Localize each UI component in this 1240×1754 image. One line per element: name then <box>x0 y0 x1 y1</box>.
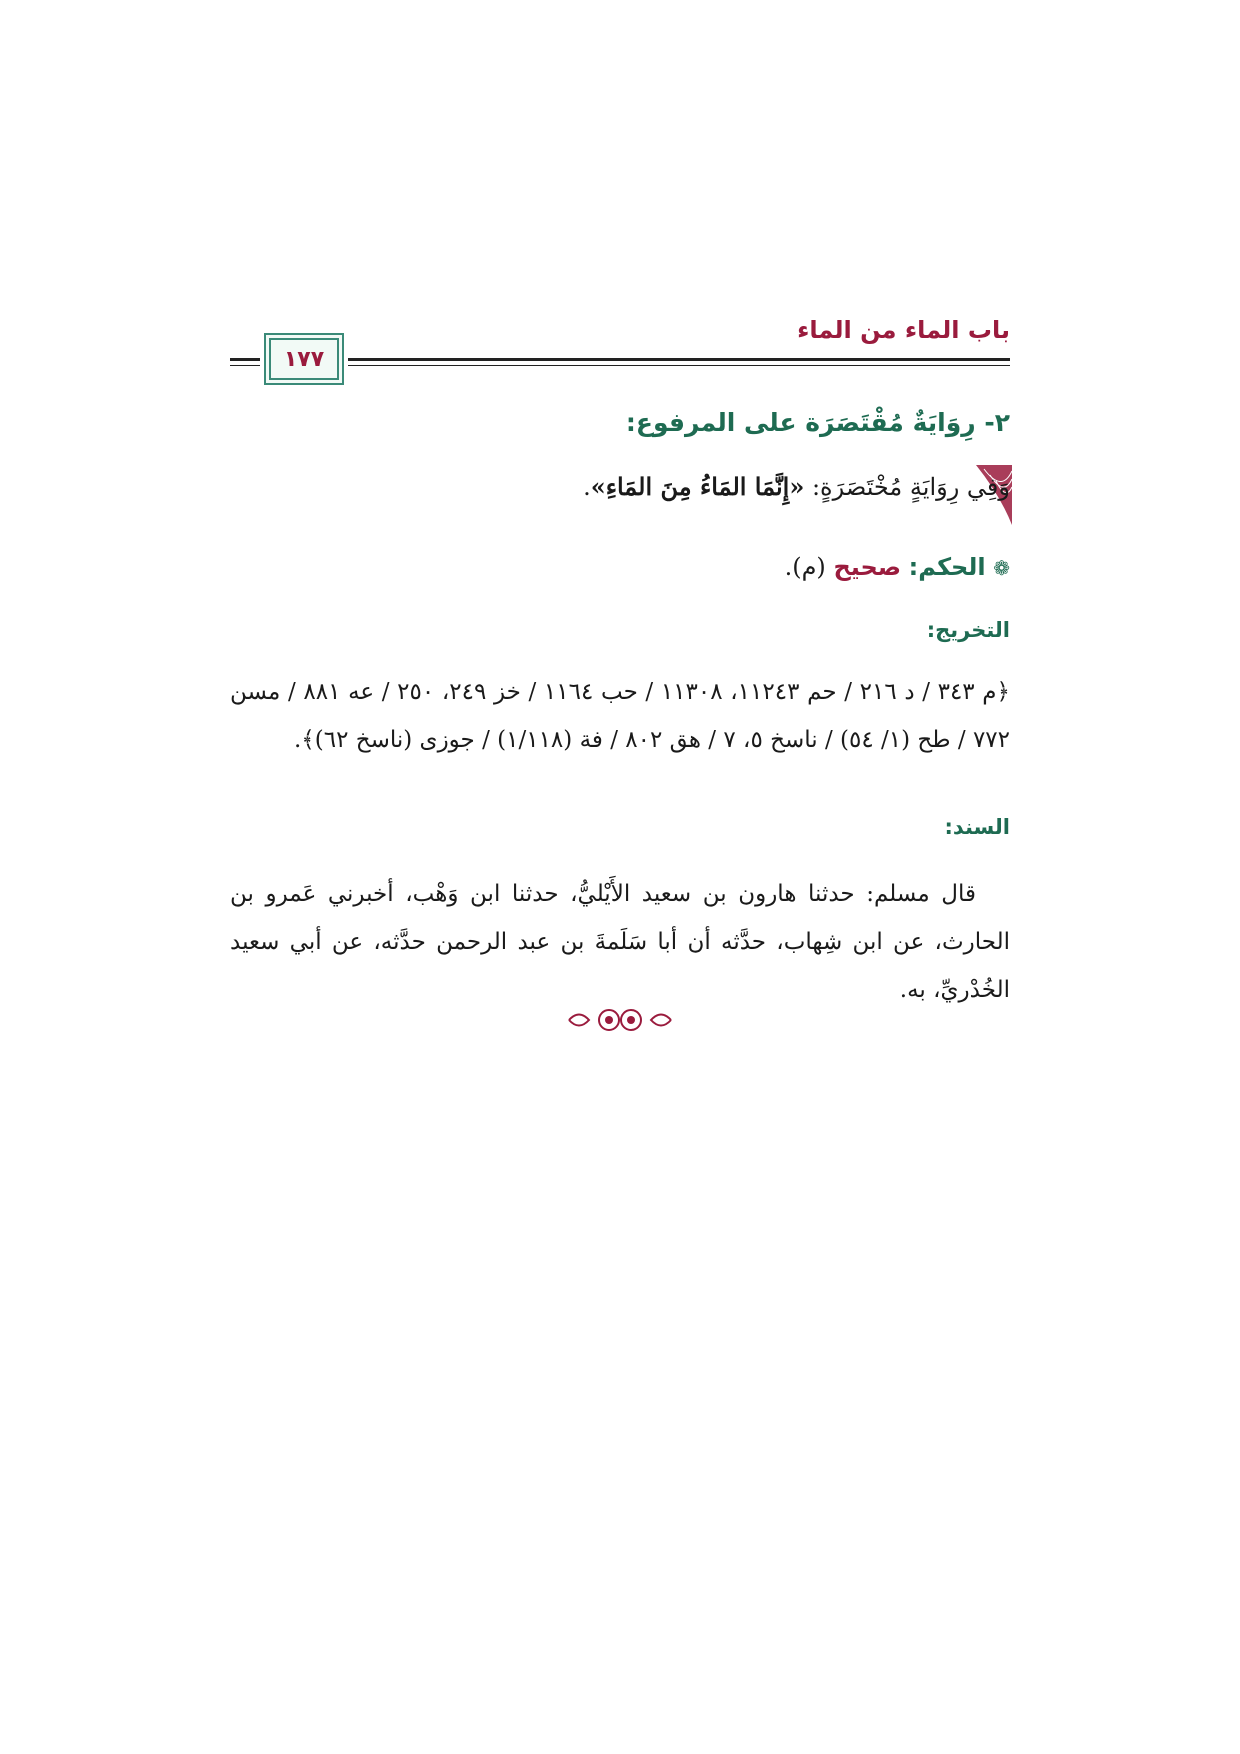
header-rule <box>348 358 1010 361</box>
page-number: ١٧٧ <box>283 346 325 372</box>
ruling-source: (م). <box>784 553 826 581</box>
header-rule-thin <box>348 365 1010 366</box>
narration-intro: وَفِي رِوَايَةٍ مُخْتَصَرَةٍ: <box>804 473 1010 501</box>
chapter-title: باب الماء من الماء <box>797 316 1010 344</box>
hadith-text: «إِنَّمَا المَاءُ مِنَ المَاءِ» <box>590 472 805 501</box>
takhrij-heading: التخريج: <box>926 618 1010 642</box>
takhrij-text: ﴿م ٣٤٣ / د ٢١٦ / حم ١١٢٤٣، ١١٣٠٨ / حب ١١٦٤ / خز ٢٤٩، ٢٥٠ / عه ٨٨١ / مسن ٧٧٢ / طح (١/ ٥٤) / ناسخ ٥، ٧ / هق ٨٠٢ / فة (١/١١٨) / جوزى (ناسخ ٦٢)﴾. <box>230 679 1011 753</box>
book-page <box>230 300 1011 1003</box>
sanad-text: قال مسلم: حدثنا هارون بن سعيد الأَيْليُّ، حدثنا ابن وَهْب، أخبرني عَمرو بن الحارث، عن ابن شِهاب، حدَّثه أن أبا سَلَمةَ بن عبد الرحمن حدَّثه، عن أبي سعيد الخُدْريِّ، به. <box>230 881 1010 1003</box>
page-number-frame <box>264 333 344 385</box>
ruling-verdict: صحيح <box>833 553 902 581</box>
ruling-label: الحكم: <box>908 553 986 581</box>
floral-divider-icon <box>565 1005 675 1035</box>
flower-ornament-icon: ❁ <box>993 556 1010 580</box>
header-rule-left <box>230 358 260 361</box>
ruling-line <box>785 553 1010 581</box>
sanad-heading: السند: <box>944 815 1010 839</box>
narration-line <box>583 472 1010 501</box>
page-header <box>230 300 1010 390</box>
header-rule-left-thin <box>230 365 260 366</box>
narration-end: . <box>583 473 591 501</box>
section-heading: ٢- رِوَايَةٌ مُقْتَصَرَة على المرفوع: <box>625 408 1010 437</box>
